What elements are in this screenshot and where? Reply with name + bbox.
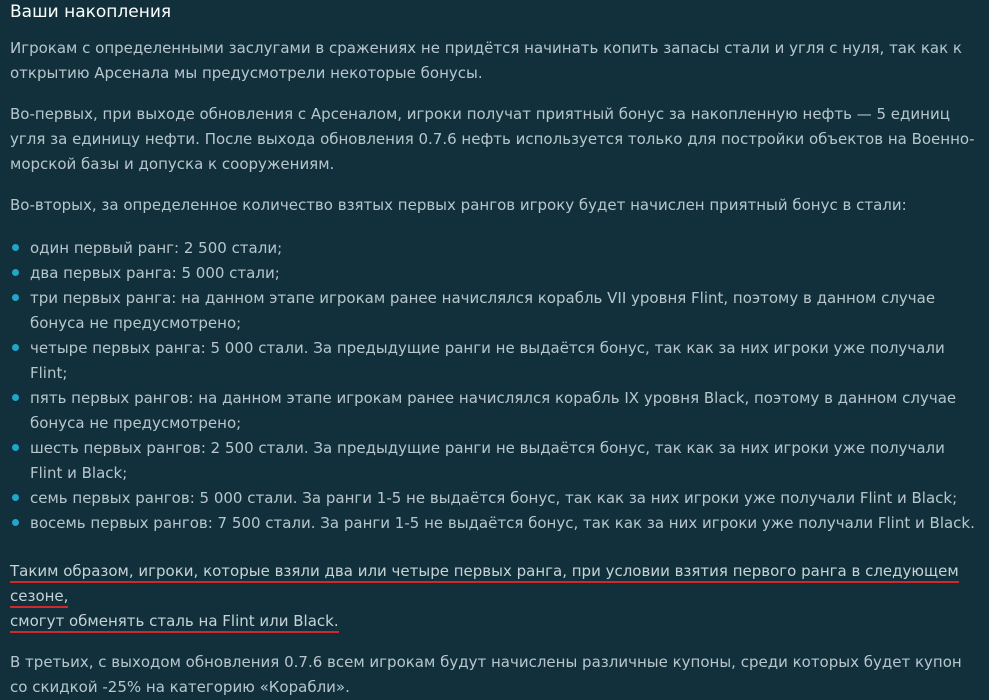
list-item: пять первых рангов: на данном этапе игрокам ранее начислялся корабль IX уровня Black, поэтому в данном случае бонуса не предусмотрено; (10, 386, 977, 436)
list-item: один первый ранг: 2 500 стали; (10, 236, 977, 261)
first-bonus-paragraph: Во-первых, при выходе обновления с Арсеналом, игроки получат приятный бонус за накопленную нефть — 5 единиц угля за единицу нефти. После выхода обновления 0.7.6 нефть используется только для постройки объектов на Военно-морской базы и допуска к сооружениям. (10, 105, 975, 173)
list-item: шесть первых рангов: 2 500 стали. За предыдущие ранги не выдаётся бонус, так как за них игроки уже получали Flint и Black; (10, 436, 977, 486)
steel-bonus-list (10, 236, 977, 536)
intro-paragraph: Игрокам с определенными заслугами в сражениях не придётся начинать копить запасы стали и угля с нуля, так как к открытию Арсенала мы предусмотрели некоторые бонусы. (10, 39, 962, 82)
list-item: два первых ранга: 5 000 стали; (10, 261, 977, 286)
list-item: семь первых рангов: 5 000 стали. За ранги 1-5 не выдаётся бонус, так как за них игроки уже получали Flint и Black; (10, 486, 977, 511)
conclusion-line-2: смогут обменять сталь на Flint или Black. (10, 612, 339, 630)
second-bonus-paragraph: Во-вторых, за определенное количество взятых первых рангов игроку будет начислен приятный бонус в стали: (10, 196, 907, 214)
conclusion-line-1: Таким образом, игроки, которые взяли два или четыре первых ранга, при условии взятия первого ранга в следующем сезоне, (10, 562, 959, 605)
list-item: четыре первых ранга: 5 000 стали. За предыдущие ранги не выдаётся бонус, так как за них игроки уже получали Flint; (10, 336, 977, 386)
section-title: Ваши накопления (10, 2, 172, 22)
highlighted-conclusion (10, 559, 977, 634)
third-bonus-paragraph: В третьих, с выходом обновления 0.7.6 всем игрокам будут начислены различные купоны, среди которых будет купон со скидкой -25% на категорию «Корабли». (10, 653, 962, 696)
list-item: восемь первых рангов: 7 500 стали. За ранги 1-5 не выдаётся бонус, так как за них игроки уже получали Flint и Black. (10, 511, 977, 536)
list-item: три первых ранга: на данном этапе игрокам ранее начислялся корабль VII уровня Flint, поэтому в данном случае бонуса не предусмотрено; (10, 286, 977, 336)
